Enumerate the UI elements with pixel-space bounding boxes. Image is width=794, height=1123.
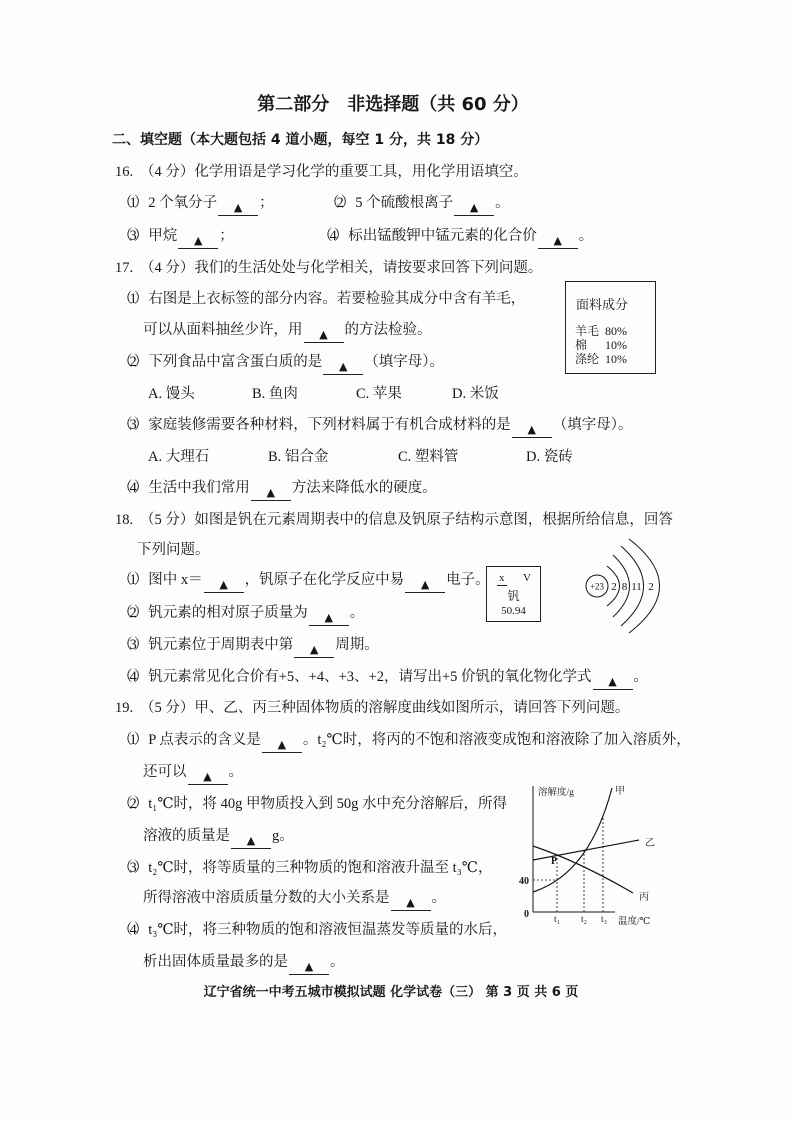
fabric-percent: 10% [605, 338, 627, 352]
point-p-label: P [551, 856, 558, 867]
answer-blank [231, 833, 271, 849]
item-label: （3） [118, 417, 146, 433]
blank-marker: ▲ [339, 360, 348, 373]
q17-item-1 [118, 289, 525, 309]
atomic-number: x [499, 572, 505, 584]
answer-blank [391, 895, 431, 911]
blank-marker: ▲ [233, 201, 243, 214]
item-label: （4） [118, 922, 146, 938]
q19-item-2-continued [143, 826, 294, 846]
element-symbol: V [523, 572, 531, 584]
q16-item-2 [325, 193, 510, 213]
q18-item-1 [118, 570, 490, 590]
item-tail: 方法来降低水的硬度。 [291, 480, 437, 496]
q19-item-3 [118, 858, 492, 878]
item-text: 5 个硫酸根离子 [355, 195, 454, 211]
blank-marker: ▲ [527, 423, 536, 436]
q17-item-1-continued [143, 320, 432, 340]
item-label: （4） [318, 228, 346, 244]
q18-item-3 [118, 635, 379, 655]
item-text: 析出固体质量最多的是 [143, 954, 288, 970]
item-tail: 。 [228, 764, 243, 780]
shell-electron-count: 2 [648, 581, 654, 593]
item-label: （3） [118, 637, 146, 653]
x-axis-label: 温度/℃ [618, 917, 651, 927]
item-text-middle: ，钒原子在化学反应中易 [244, 572, 405, 588]
item-text: 钒元素位于周期表中第 [148, 637, 294, 653]
answer-blank [294, 642, 334, 658]
q16-item-1 [118, 193, 274, 213]
item-label: （1） [118, 732, 146, 748]
option-d: D. 米饭 [452, 386, 499, 402]
solubility-curve-chart [505, 780, 685, 930]
item-text: t₂℃时，将等质量的三种物质的饱和溶液升温至 t₃℃， [148, 860, 493, 876]
fabric-percent: 80% [605, 324, 627, 338]
question-number: 17. [115, 260, 134, 276]
fabric-name: 棉 [575, 338, 588, 352]
item-text: 2 个氧分子 [148, 195, 218, 211]
item-tail: 。 [633, 669, 649, 685]
nucleus-charge: +23 [589, 581, 605, 592]
item-text: P 点表示的含义是 [148, 732, 261, 748]
blank-marker: ▲ [406, 896, 415, 909]
question-18-stem [115, 510, 673, 530]
option-b: B. 铝合金 [268, 449, 329, 465]
periodic-table-cell [486, 566, 541, 622]
series-label-yi: 乙 [645, 838, 655, 849]
item-label: （4） [118, 480, 146, 496]
item-tail: g。 [272, 828, 294, 844]
element-name: 钒 [507, 589, 520, 603]
blank-marker: ▲ [203, 770, 212, 783]
item-text: 所得溶液中溶质质量分数的大小关系是 [143, 890, 390, 906]
item-text: t₃℃时，将三种物质的饱和溶液恒温蒸发等质量的水后， [148, 922, 508, 938]
fabric-name: 涤纶 [575, 352, 600, 366]
question-stem-text: （4 分）化学用语是学习化学的重要工具，用化学用语填空。 [140, 164, 528, 180]
item-label: （1） [118, 572, 146, 588]
blank-marker: ▲ [194, 234, 203, 247]
item-label: （2） [118, 605, 146, 621]
answer-blank [289, 959, 329, 975]
answer-blank [454, 200, 494, 216]
answer-blank [218, 200, 258, 216]
series-label-jia: 甲 [615, 786, 625, 797]
item-text: t₁℃时，将 40g 甲物质投入到 50g 水中充分溶解后，所得 [148, 796, 508, 812]
blank-marker: ▲ [553, 234, 562, 247]
blank-marker: ▲ [324, 611, 333, 624]
item-tail: 。 [495, 195, 510, 211]
answer-blank [405, 577, 445, 593]
question-18-stem-continued: 下列问题。 [137, 542, 210, 558]
item-tail: 周期。 [335, 637, 379, 653]
answer-blank [262, 737, 302, 753]
item-tail: 。 [349, 605, 365, 621]
answer-blank [538, 233, 578, 249]
answer-blank [188, 769, 228, 785]
answer-blank [593, 674, 633, 690]
question-stem-text: （5 分）甲、乙、丙三种固体物质的溶解度曲线如图所示，请回答下列问题。 [140, 700, 630, 716]
answer-blank [323, 359, 363, 375]
option-a: A. 馒头 [148, 386, 195, 402]
answer-blank [251, 485, 291, 501]
item-tail: 的方法检验。 [344, 322, 432, 338]
item-tail: 电子。 [446, 572, 490, 588]
item-text: 钒元素常见化合价有+5、+4、+3、+2，请写出+5 价钒的氧化物化学式 [148, 669, 592, 685]
answer-blank [309, 610, 349, 626]
option-b: B. 鱼肉 [252, 386, 298, 402]
clothing-label-box [565, 281, 656, 374]
item-label: （3） [118, 228, 146, 244]
fabric-row [575, 352, 627, 366]
item-tail: 。 [431, 890, 446, 906]
page-footer: 辽宁省统一中考五城市模拟试题 化学试卷（三） 第 3 页 共 6 页 [203, 985, 579, 1000]
item-text: 可以从面料抽丝少许，用 [143, 322, 303, 338]
y-axis-label: 溶解度/g [538, 788, 574, 798]
fabric-row [575, 324, 627, 338]
q17-item-3 [118, 415, 633, 435]
q19-item-1 [118, 730, 691, 750]
item-label: （4） [118, 669, 146, 685]
item-text: 下列食品中富含蛋白质的是 [148, 354, 323, 370]
q19-item-1-continued [143, 762, 243, 782]
item-text: 右图是上衣标签的部分内容。若要检验其成分中含有羊毛， [148, 291, 526, 307]
item-text: 钒元素的相对原子质量为 [148, 605, 308, 621]
q19-item-4-continued [143, 952, 345, 972]
answer-blank [512, 422, 552, 438]
clothing-label-title: 面料成分 [576, 297, 629, 312]
item-label: （1） [118, 195, 146, 211]
question-19-stem [115, 698, 629, 718]
y-tick-40: 40 [519, 876, 529, 887]
x-tick-t2: t₂ [581, 915, 587, 925]
x-tick-t1: t₁ [554, 915, 560, 925]
curve-jia [533, 788, 612, 892]
q17-item-2 [118, 352, 444, 372]
item-text: 家庭装修需要各种材料，下列材料属于有机合成材料的是 [148, 417, 511, 433]
item-label: （2） [118, 796, 146, 812]
item-label: （1） [118, 291, 146, 307]
fabric-row [575, 338, 627, 352]
q16-item-3 [118, 226, 234, 246]
series-label-bing: 丙 [639, 892, 649, 903]
item-tail: ； [219, 228, 234, 244]
option-c: C. 塑料管 [398, 449, 459, 465]
item-text: 还可以 [143, 764, 187, 780]
item-text: 生活中我们常用 [148, 480, 250, 496]
curve-yi [533, 840, 639, 860]
blank-marker: ▲ [246, 834, 256, 847]
item-text: 甲烷 [148, 228, 178, 244]
blank-marker: ▲ [319, 328, 328, 341]
question-number: 18. [115, 512, 134, 528]
q18-item-2 [118, 603, 364, 623]
q19-item-2 [118, 794, 507, 814]
item-tail: ； [259, 195, 274, 211]
fabric-percent: 10% [605, 352, 627, 366]
question-stem-text: （5 分）如图是钒在元素周期表中的信息及钒原子结构示意图，根据所给信息，回答 [140, 512, 673, 528]
answer-blank [304, 327, 344, 343]
atom-structure-diagram [580, 535, 695, 640]
item-label: （2） [118, 354, 146, 370]
item-text: 溶液的质量是 [143, 828, 230, 844]
item-text: 图中 x＝ [148, 572, 203, 588]
item-label: （2） [325, 195, 353, 211]
blank-marker: ▲ [277, 738, 287, 751]
x-tick-t3: t₃ [601, 915, 607, 925]
item-tail: 。 [578, 228, 594, 244]
page-title: 第二部分 非选择题（共 60 分） [257, 94, 529, 115]
shell-electron-count: 8 [621, 581, 628, 593]
item-tail: 。 [330, 954, 345, 970]
answer-blank [204, 577, 244, 593]
blank-marker: ▲ [219, 578, 228, 591]
blank-marker: ▲ [266, 486, 275, 499]
item-text-middle: 。t₂℃时，将丙的不饱和溶液变成饱和溶液除了加入溶质外， [302, 732, 691, 748]
blank-marker: ▲ [310, 643, 319, 656]
atomic-mass: 50.94 [501, 605, 526, 617]
option-a: A. 大理石 [148, 449, 210, 465]
question-number: 19. [115, 700, 134, 716]
shell-electron-count: 11 [631, 581, 642, 593]
fabric-name: 羊毛 [575, 324, 600, 338]
question-stem-text: （4 分）我们的生活处处与化学相关，请按要求回答下列问题。 [140, 260, 543, 276]
option-d: D. 瓷砖 [526, 449, 573, 465]
q16-item-4 [318, 226, 593, 246]
fabric-composition-list [575, 324, 627, 366]
q17-item-4 [118, 478, 437, 498]
question-16-stem [115, 162, 528, 182]
blank-marker: ▲ [608, 675, 617, 688]
section-heading: 二、填空题（本大题包括 4 道小题，每空 1 分，共 18 分） [112, 132, 489, 148]
question-17-stem [115, 258, 542, 278]
q19-item-4 [118, 920, 507, 940]
blank-marker: ▲ [304, 960, 314, 973]
option-c: C. 苹果 [356, 386, 402, 402]
item-tail: （填字母）。 [552, 417, 633, 433]
item-tail: （填字母）。 [364, 354, 444, 370]
shell-electron-count: 2 [611, 581, 617, 593]
blank-marker: ▲ [420, 578, 430, 591]
q19-item-3-continued [143, 888, 446, 908]
blank-marker: ▲ [469, 201, 479, 214]
question-number: 16. [115, 164, 134, 180]
item-label: （3） [118, 860, 146, 876]
origin-label: 0 [524, 909, 529, 920]
answer-blank [178, 233, 218, 249]
q18-item-4 [118, 667, 648, 687]
item-text: 标出锰酸钾中锰元素的化合价 [348, 228, 537, 244]
